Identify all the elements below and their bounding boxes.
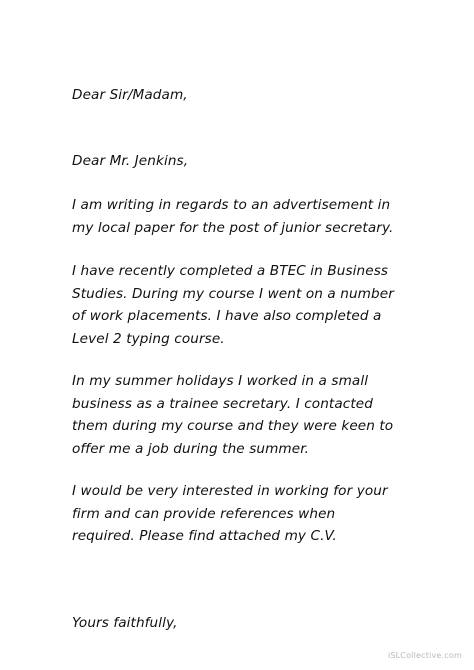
paragraph-qualifications (72, 260, 394, 350)
paragraph-line: them during my course and they were keen to (72, 418, 394, 434)
salutation-generic (72, 84, 188, 107)
salutation-line: Dear Mr. Jenkins, (72, 153, 189, 169)
paragraph-line: In my summer holidays I worked in a small (72, 373, 369, 389)
paragraph-line: Studies. During my course I went on a number (72, 285, 394, 302)
paragraph-line: my local paper for the post of junior secretary. (72, 219, 394, 236)
closing-line: Yours faithfully, (72, 615, 178, 631)
paragraph-line: of work placements. I have also completed a (72, 308, 382, 324)
paragraph-line: required. Please find attached my C.V. (72, 528, 337, 544)
paragraph-line: offer me a job during the summer. (72, 440, 310, 457)
paragraph-line: I am writing in regards to an advertisement in (72, 197, 391, 213)
salutation-line: Dear Sir/Madam, (72, 87, 188, 103)
paragraph-line: I would be very interested in working for your (72, 483, 388, 499)
salutation-named (72, 150, 188, 173)
watermark: iSLCollective.com (387, 651, 462, 660)
paragraph-line: business as a trainee secretary. I contacted (72, 395, 373, 412)
paragraph-interest (72, 480, 388, 548)
paragraph-advertisement (72, 194, 393, 239)
paragraph-line: firm and can provide references when (72, 505, 336, 522)
paragraph-experience (72, 370, 393, 460)
paragraph-line: I have recently completed a BTEC in Business (72, 263, 389, 279)
closing (72, 612, 178, 635)
paragraph-line: Level 2 typing course. (72, 330, 225, 347)
